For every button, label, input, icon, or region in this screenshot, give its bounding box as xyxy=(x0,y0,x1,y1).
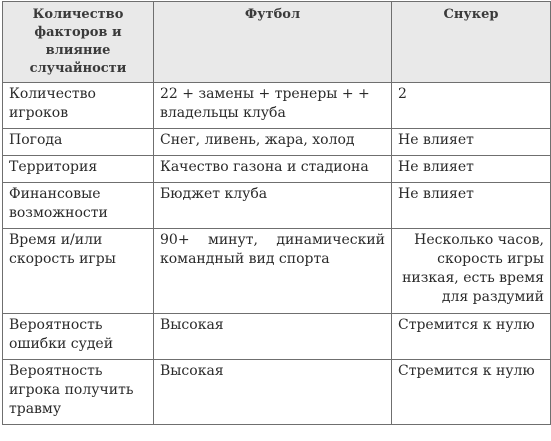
header-football: Футбол xyxy=(154,2,392,83)
cell-football: Снег, ливень, жара, холод xyxy=(154,129,392,156)
cell-football: 90+ минут, динамический командный вид спорта xyxy=(154,229,392,314)
cell-football: Высокая xyxy=(154,314,392,360)
cell-snooker: Не влияет xyxy=(392,183,551,229)
table-row xyxy=(3,83,551,129)
cell-factor: Территория xyxy=(3,156,154,183)
table-row xyxy=(3,183,551,229)
table-body xyxy=(3,83,551,425)
cell-snooker: Не влияет xyxy=(392,156,551,183)
cell-football: Бюджет клуба xyxy=(154,183,392,229)
cell-snooker: Не влияет xyxy=(392,129,551,156)
cell-snooker: Стремится к нулю xyxy=(392,360,551,425)
cell-snooker: 2 xyxy=(392,83,551,129)
cell-factor: Вероятность ошибки судей xyxy=(3,314,154,360)
cell-football: Высокая xyxy=(154,360,392,425)
table-row xyxy=(3,129,551,156)
cell-snooker: Стремится к нулю xyxy=(392,314,551,360)
table-row xyxy=(3,314,551,360)
cell-football: 22 + замены + тренеры + + владельцы клуба xyxy=(154,83,392,129)
header-snooker: Снукер xyxy=(392,2,551,83)
cell-football: Качество газона и стадиона xyxy=(154,156,392,183)
cell-factor: Финансовые возможности xyxy=(3,183,154,229)
table-row xyxy=(3,156,551,183)
table-row xyxy=(3,360,551,425)
table-row xyxy=(3,229,551,314)
cell-factor: Погода xyxy=(3,129,154,156)
cell-snooker: Несколько часов, скорость игры низкая, есть время для раздумий xyxy=(392,229,551,314)
header-factors: Количество факторов и влияние случайности xyxy=(3,2,154,83)
comparison-table xyxy=(2,1,551,425)
header-row xyxy=(3,2,551,83)
table-header xyxy=(3,2,551,83)
cell-factor: Время и/или скорость игры xyxy=(3,229,154,314)
cell-factor: Количество игроков xyxy=(3,83,154,129)
cell-factor: Вероятность игрока получить травму xyxy=(3,360,154,425)
